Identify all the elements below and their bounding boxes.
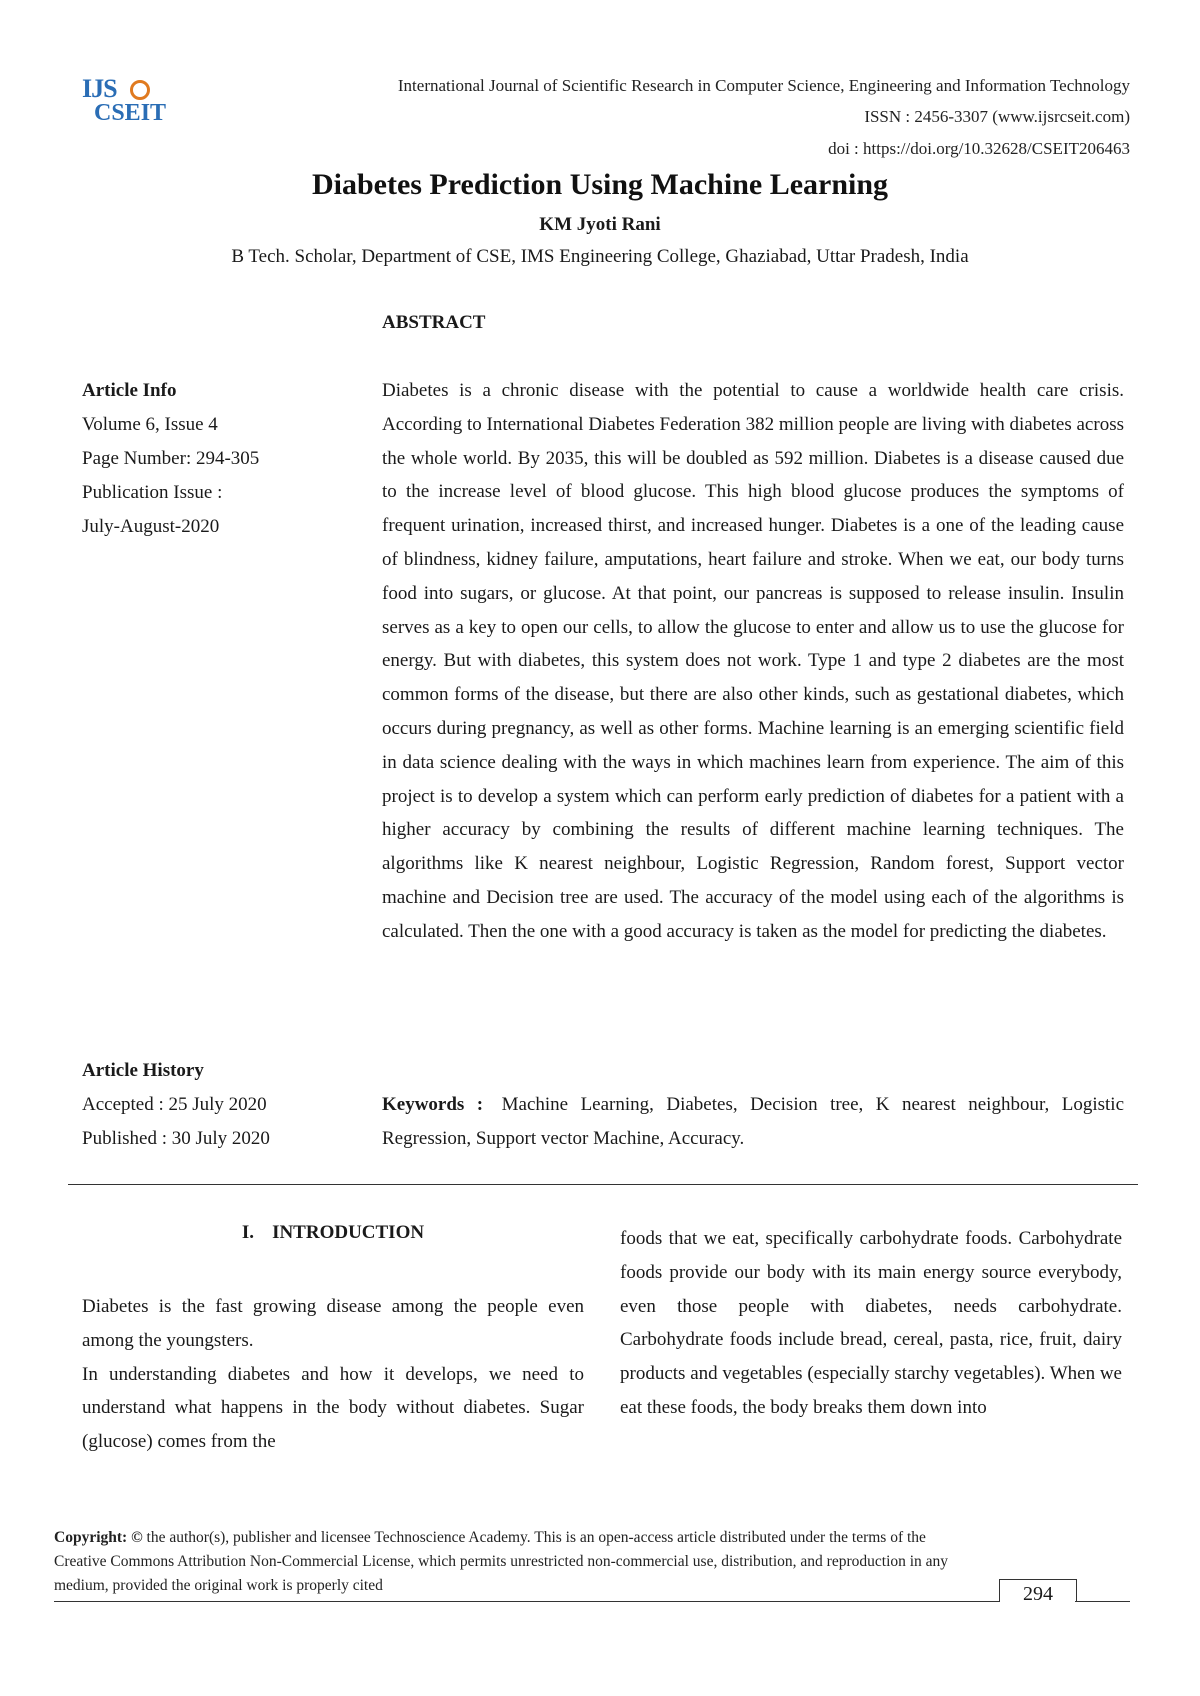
page-number: 294 <box>1023 1583 1053 1605</box>
intro-paragraph-2: In understanding diabetes and how it develops, we need to understand what happens in the body without diabetes. Sugar (glucose) comes from the <box>82 1363 584 1453</box>
abstract-text: Diabetes is a chronic disease with the potential to cause a worldwide health care crisis. According to International Diabetes Federation 382 million people are living with diabetes across the whole world. By 2035, this will be doubled as 592 million. Diabetes is a disease caused due to the increase level of blood glucose. This high blood glucose produces the symptoms of frequent urination, increased thirst, and increased hunger. Diabetes is a one of the leading cause of blindness, kidney failure, amputations, heart failure and stroke. When we eat, our body turns food into sugars, or glucose. At that point, our pancreas is supposed to release insulin. Insulin serves as a key to open our cells, to allow the glucose to enter and allow us to use the glucose for energy. But with diabetes, this system does not work. Type 1 and type 2 diabetes are the most common forms of the disease, but there are also other kinds, such as gestational diabetes, which occurs during pregnancy, as well as other forms. Machine learning is an emerging scientific field in data science dealing with the ways in which machines learn from experience. The aim of this project is to develop a system which can perform early prediction of diabetes for a patient with a higher accuracy by combining the results of different machine learning techniques. The algorithms like K nearest neighbour, Logistic Regression, Random forest, Support vector machine and Decision tree are used. The accuracy of the model using each of the algorithms is calculated. Then the one with a good accuracy is taken as the model for predicting the diabetes. <box>382 380 1124 942</box>
article-pages: Page Number: 294-305 <box>82 448 260 469</box>
article-info <box>82 374 259 544</box>
introduction-heading <box>82 1222 584 1244</box>
copyright-text: the author(s), publisher and licensee Technoscience Academy. This is an open-access article distributed under the terms of the Creative Commons Attribution Non-Commercial License, which permits unrestricted non-commercial use, distribution, and reproduction in any medium, provided the original work is properly cited <box>54 1529 949 1594</box>
abstract-heading: ABSTRACT <box>382 312 486 333</box>
article-volume: Volume 6, Issue 4 <box>82 414 218 435</box>
article-history <box>82 1054 270 1156</box>
intro-right-column <box>620 1222 1122 1425</box>
publication-issue-label: Publication Issue : <box>82 482 223 503</box>
paper-author: KM Jyoti Rani <box>539 214 661 235</box>
footer-rule <box>54 1601 999 1602</box>
intro-paragraph-1: Diabetes is the fast growing disease among the people even among the youngsters. <box>82 1296 584 1351</box>
intro-paragraph-3: foods that we eat, specifically carbohydrate foods. Carbohydrate foods provide our body with its main energy source everybody, even those people with diabetes, needs carbohydrate. Carbohydrate foods include bread, cereal, pasta, rice, fruit, dairy products and vegetables (especially starchy vegetables). When we eat these foods, the body breaks them down into <box>620 1228 1122 1418</box>
intro-left-column <box>82 1290 584 1459</box>
keywords-list: Machine Learning, Diabetes, Decision tree, K nearest neighbour, Logistic Regression, Support vector Machine, Accuracy. <box>382 1094 1125 1149</box>
logo-text-top: IJS <box>82 74 117 103</box>
footer-rule-right <box>1075 1601 1130 1602</box>
journal-name: International Journal of Scientific Research in Computer Science, Engineering and Information Technology <box>397 76 1130 95</box>
paper-title: Diabetes Prediction Using Machine Learning <box>311 168 889 201</box>
section-number: I. <box>241 1222 255 1243</box>
keywords <box>382 1088 1124 1156</box>
accepted-date: Accepted : 25 July 2020 <box>82 1094 267 1115</box>
copyright-label: Copyright: © <box>54 1529 143 1546</box>
section-title: INTRODUCTION <box>272 1222 425 1243</box>
logo-text-bottom: CSEIT <box>94 100 167 126</box>
journal-logo <box>82 74 182 132</box>
logo-ring-icon <box>130 80 150 100</box>
journal-issn: ISSN : 2456-3307 (www.ijsrcseit.com) <box>864 107 1130 126</box>
journal-doi[interactable]: doi : https://doi.org/10.32628/CSEIT206463 <box>828 139 1130 158</box>
published-date: Published : 30 July 2020 <box>82 1128 270 1149</box>
article-history-heading: Article History <box>82 1060 204 1081</box>
author-affiliation: B Tech. Scholar, Department of CSE, IMS Engineering College, Ghaziabad, Uttar Pradesh, India <box>231 246 969 267</box>
section-divider <box>68 1184 1138 1185</box>
keywords-label: Keywords : <box>382 1094 484 1115</box>
publication-issue: July-August-2020 <box>82 516 220 537</box>
article-info-heading: Article Info <box>82 380 177 401</box>
copyright-notice <box>54 1526 964 1598</box>
